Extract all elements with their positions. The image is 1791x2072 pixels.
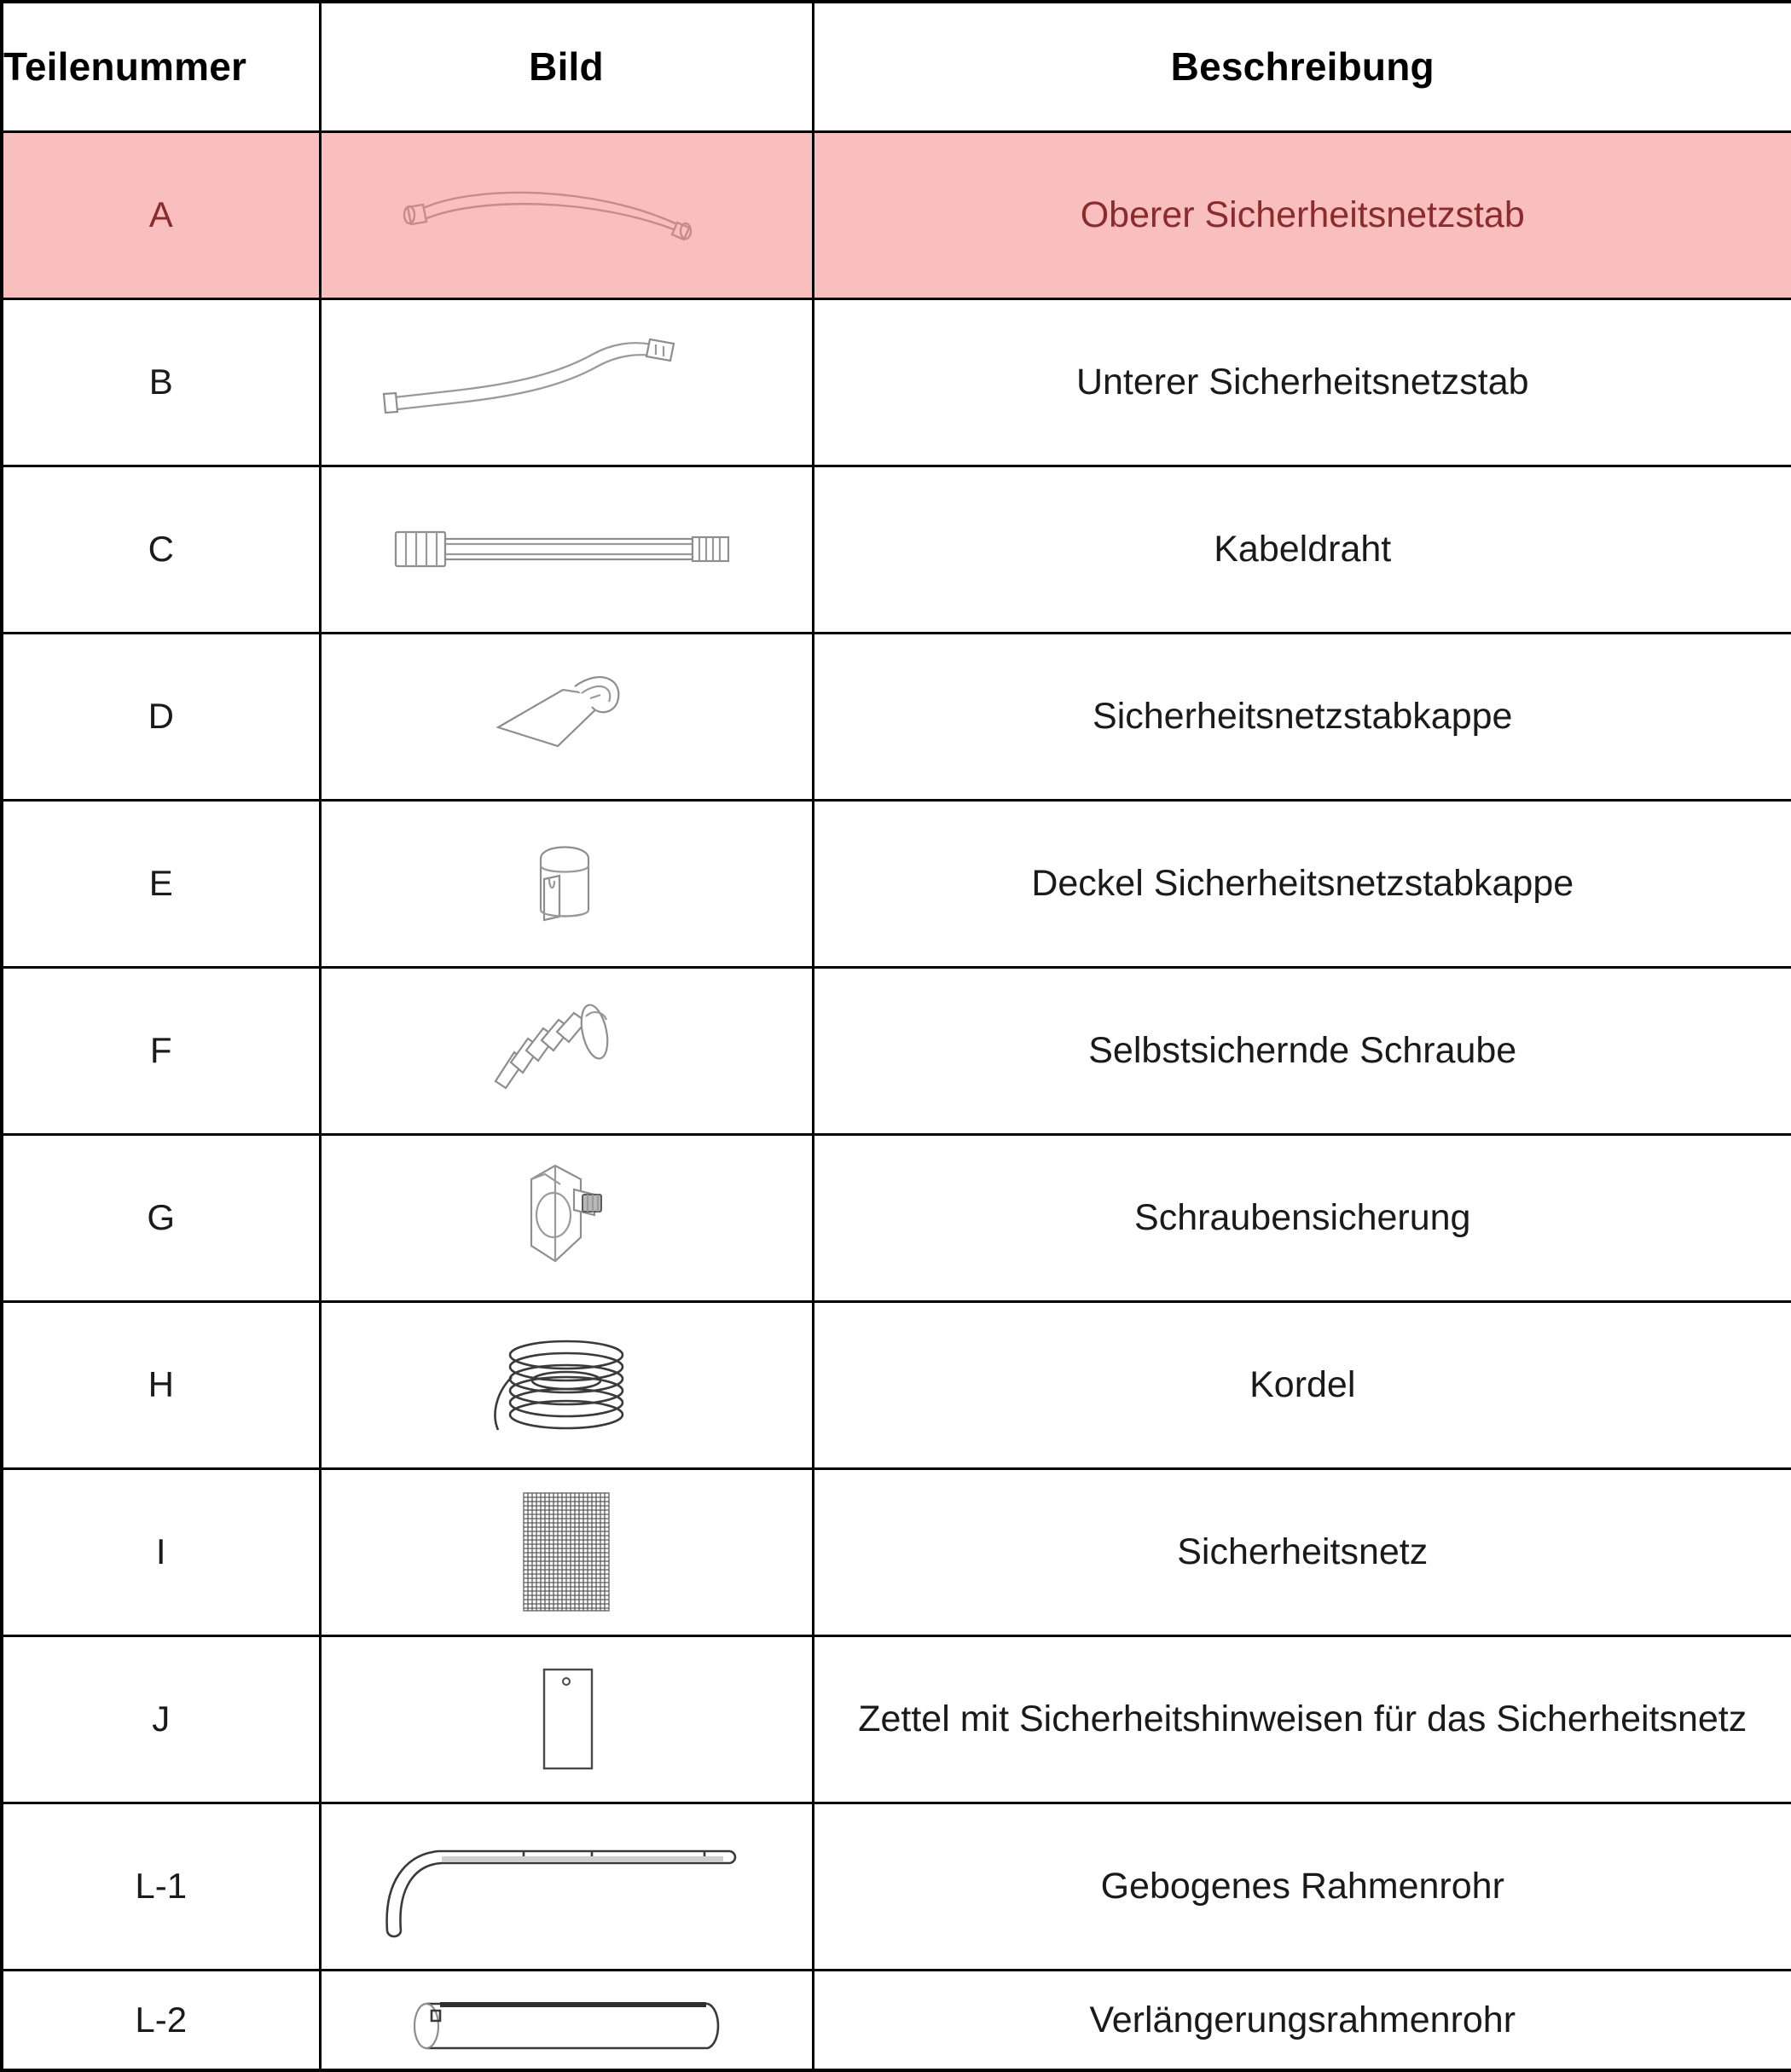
part-number-cell: C	[2, 466, 320, 633]
table-row	[2, 466, 1791, 633]
part-image-cell	[320, 1970, 813, 2070]
part-description-cell: Kabeldraht	[813, 466, 1791, 633]
extension-frame-tube-icon	[387, 1973, 745, 2067]
part-image-cell	[320, 1134, 813, 1301]
safety-net-pole-cap-icon	[481, 661, 652, 772]
table-row	[2, 800, 1791, 967]
part-number-cell: G	[2, 1134, 320, 1301]
part-image-cell	[320, 131, 813, 298]
part-description-cell: Kordel	[813, 1301, 1791, 1468]
column-header-image: Bild	[320, 2, 813, 131]
table-row	[2, 131, 1791, 298]
part-description-cell: Selbstsichernde Schraube	[813, 967, 1791, 1134]
part-number-cell: D	[2, 633, 320, 800]
table-row	[2, 633, 1791, 800]
pole-cap-lid-icon	[515, 828, 617, 939]
column-header-part-number: Teilenummer	[2, 2, 320, 131]
self-locking-screw-icon	[485, 999, 647, 1102]
part-description-cell: Sicherheitsnetz	[813, 1468, 1791, 1635]
coiled-cord-icon	[472, 1329, 660, 1440]
part-image-cell	[320, 466, 813, 633]
part-image-cell	[320, 1301, 813, 1468]
part-number-cell: L-2	[2, 1970, 320, 2070]
part-image-cell	[320, 633, 813, 800]
part-description-cell: Schraubensicherung	[813, 1134, 1791, 1301]
part-image-cell	[320, 1803, 813, 1970]
table-header	[2, 2, 1791, 131]
cable-wire-icon	[387, 515, 745, 583]
part-image-cell	[320, 1635, 813, 1803]
table-row	[2, 298, 1791, 466]
table-row	[2, 1970, 1791, 2070]
screw-lock-nut-icon	[502, 1154, 630, 1282]
table-row	[2, 1134, 1791, 1301]
part-description-cell: Deckel Sicherheitsnetzstabkappe	[813, 800, 1791, 967]
lower-safety-net-pole-icon	[379, 331, 754, 433]
part-image-cell	[320, 298, 813, 466]
part-number-cell: L-1	[2, 1803, 320, 1970]
table-row	[2, 1301, 1791, 1468]
column-header-description: Beschreibung	[813, 2, 1791, 131]
table-body	[2, 131, 1791, 2070]
part-description-cell: Unterer Sicherheitsnetzstab	[813, 298, 1791, 466]
part-number-cell: J	[2, 1635, 320, 1803]
part-description-cell: Gebogenes Rahmenrohr	[813, 1803, 1791, 1970]
part-number-cell: E	[2, 800, 320, 967]
table-header-row	[2, 2, 1791, 131]
part-number-cell: B	[2, 298, 320, 466]
part-number-cell: A	[2, 131, 320, 298]
part-image-cell	[320, 967, 813, 1134]
part-description-cell: Zettel mit Sicherheitshinweisen für das Sicherheitsnetz	[813, 1635, 1791, 1803]
table-row	[2, 967, 1791, 1134]
part-description-cell: Verlängerungsrahmenrohr	[813, 1970, 1791, 2070]
table-row	[2, 1803, 1791, 1970]
table-row	[2, 1635, 1791, 1803]
part-number-cell: H	[2, 1301, 320, 1468]
part-description-cell: Sicherheitsnetzstabkappe	[813, 633, 1791, 800]
part-number-cell: F	[2, 967, 320, 1134]
part-image-cell	[320, 800, 813, 967]
curved-safety-net-pole-icon	[396, 168, 737, 262]
part-description-cell: Oberer Sicherheitsnetzstab	[813, 131, 1791, 298]
part-number-cell: I	[2, 1468, 320, 1635]
curved-frame-tube-icon	[379, 1831, 754, 1942]
table-row	[2, 1468, 1791, 1635]
part-image-cell	[320, 1468, 813, 1635]
safety-net-mesh-icon	[472, 1488, 660, 1616]
warning-label-tag-icon	[507, 1659, 626, 1779]
